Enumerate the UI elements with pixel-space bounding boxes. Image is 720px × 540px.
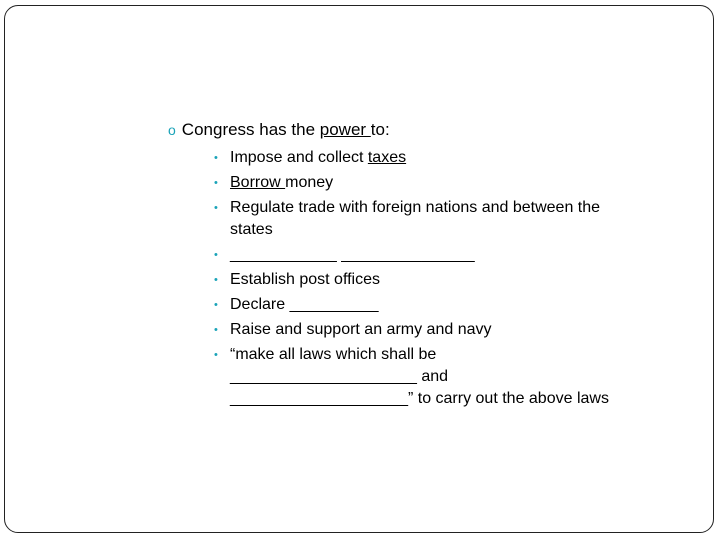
slide-heading xyxy=(168,119,390,141)
list-item xyxy=(212,294,682,316)
bullet-icon: • xyxy=(214,177,218,189)
bullet-icon: • xyxy=(214,202,218,214)
heading-underlined-word: power xyxy=(319,120,371,139)
bullet-icon: • xyxy=(214,349,218,361)
list-item xyxy=(212,197,682,241)
item-text-line: states xyxy=(230,221,273,238)
item-underlined-text: Borrow xyxy=(230,174,286,191)
list-item xyxy=(212,269,682,291)
item-text-line: Raise and support an army and navy xyxy=(230,321,492,338)
item-text-line: ____________________” to carry out the above laws xyxy=(230,390,609,407)
item-text: money xyxy=(285,174,334,191)
item-text-line: Regulate trade with foreign nations and between the xyxy=(230,199,601,216)
item-text-line: Establish post offices xyxy=(230,271,381,288)
item-underlined-text: taxes xyxy=(367,149,407,166)
heading-suffix: to: xyxy=(370,120,390,139)
list-item xyxy=(212,244,682,266)
heading-prefix: Congress has the xyxy=(181,120,320,139)
bullet-icon: • xyxy=(214,299,218,311)
item-text-line: Declare __________ xyxy=(230,296,379,313)
item-text-line: ____________ _______________ xyxy=(230,246,475,263)
heading-marker: o xyxy=(168,122,176,138)
list-item xyxy=(212,319,682,341)
bullet-icon: • xyxy=(214,249,218,261)
bullet-icon: • xyxy=(214,274,218,286)
item-text-line: “make all laws which shall be xyxy=(230,346,437,363)
list-item xyxy=(212,147,682,169)
item-text-line: _____________________ and xyxy=(230,368,449,385)
list-item xyxy=(212,172,682,194)
list-item xyxy=(212,344,682,410)
bullet-icon: • xyxy=(214,152,218,164)
item-text: Impose and collect xyxy=(230,149,368,166)
bullet-icon: • xyxy=(214,324,218,336)
power-list xyxy=(212,147,682,413)
